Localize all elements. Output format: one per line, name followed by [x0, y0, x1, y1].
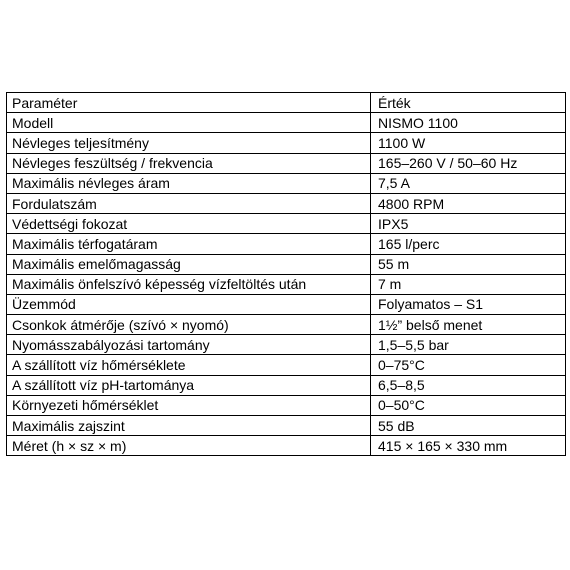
row-parameter: Névleges teljesítmény [7, 133, 371, 153]
row-parameter: Névleges feszültség / frekvencia [7, 153, 371, 173]
row-value: 6,5–8,5 [371, 375, 566, 395]
row-value: 55 m [371, 254, 566, 274]
table-row [7, 416, 566, 436]
table-row [7, 113, 566, 133]
row-value: 7 m [371, 274, 566, 294]
table-row [7, 274, 566, 294]
table-row [7, 214, 566, 234]
table-row [7, 335, 566, 355]
row-parameter: Nyomásszabályozási tartomány [7, 335, 371, 355]
row-value: 0–50°C [371, 395, 566, 415]
table-row [7, 395, 566, 415]
table-row [7, 375, 566, 395]
row-value: Folyamatos – S1 [371, 294, 566, 314]
row-value: 55 dB [371, 416, 566, 436]
row-parameter: Modell [7, 113, 371, 133]
row-parameter: Maximális zajszint [7, 416, 371, 436]
row-value: NISMO 1100 [371, 113, 566, 133]
row-parameter: Méret (h × sz × m) [7, 436, 371, 456]
row-parameter: Üzemmód [7, 294, 371, 314]
row-parameter: Maximális névleges áram [7, 173, 371, 193]
row-parameter: A szállított víz hőmérséklete [7, 355, 371, 375]
row-parameter: Védettségi fokozat [7, 214, 371, 234]
row-value: IPX5 [371, 214, 566, 234]
row-parameter: Maximális önfelszívó képesség vízfeltöltés után [7, 274, 371, 294]
row-parameter: Környezeti hőmérséklet [7, 395, 371, 415]
table-row [7, 173, 566, 193]
row-value: 4800 RPM [371, 193, 566, 213]
row-value: 0–75°C [371, 355, 566, 375]
table-header-row [7, 93, 566, 113]
row-value: 1½” belső menet [371, 315, 566, 335]
row-parameter: Fordulatszám [7, 193, 371, 213]
row-value: 165–260 V / 50–60 Hz [371, 153, 566, 173]
spec-table [6, 92, 566, 456]
row-parameter: Maximális emelőmagasság [7, 254, 371, 274]
row-value: 1,5–5,5 bar [371, 335, 566, 355]
row-value: 7,5 A [371, 173, 566, 193]
row-parameter: A szállított víz pH-tartománya [7, 375, 371, 395]
row-value: 415 × 165 × 330 mm [371, 436, 566, 456]
table-row [7, 294, 566, 314]
row-value: 1100 W [371, 133, 566, 153]
table-row [7, 436, 566, 456]
table-row [7, 234, 566, 254]
row-value: 165 l/perc [371, 234, 566, 254]
header-value: Érték [371, 93, 566, 113]
header-parameter: Paraméter [7, 93, 371, 113]
row-parameter: Csonkok átmérője (szívó × nyomó) [7, 315, 371, 335]
row-parameter: Maximális térfogatáram [7, 234, 371, 254]
table-row [7, 315, 566, 335]
table-row [7, 153, 566, 173]
table-row [7, 193, 566, 213]
table-row [7, 133, 566, 153]
table-row [7, 355, 566, 375]
table-row [7, 254, 566, 274]
